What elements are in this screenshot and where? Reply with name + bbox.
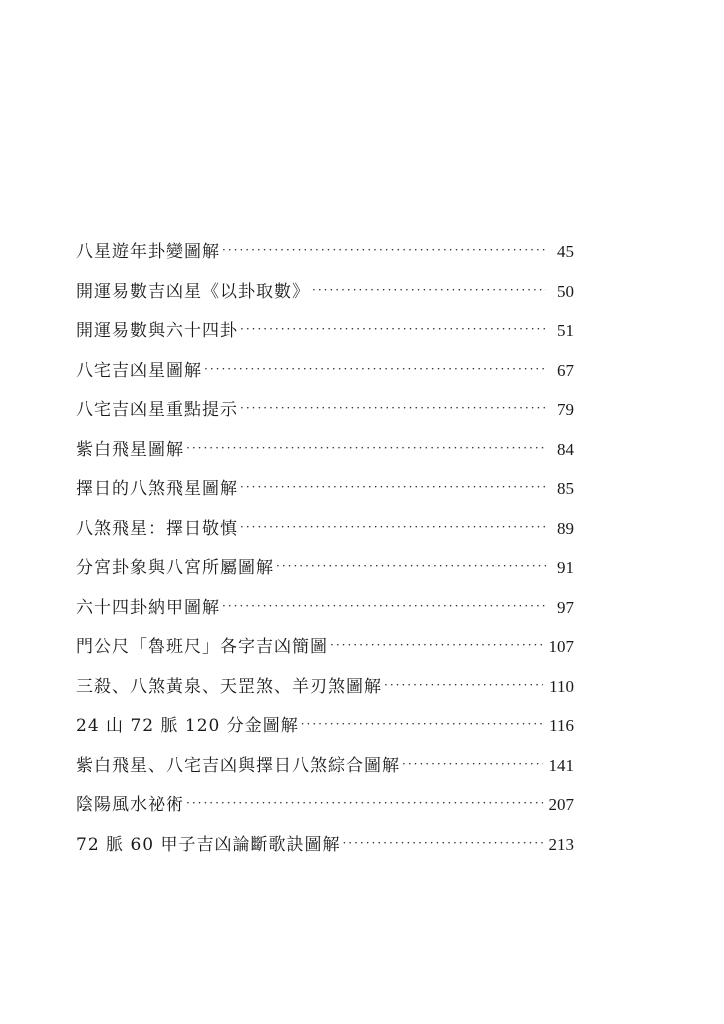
toc-page-number: 141 [548, 755, 574, 775]
table-of-contents [76, 232, 574, 864]
toc-entry-title: 開運易數吉凶星《以卦取數》 [76, 281, 310, 302]
toc-page-number: 84 [557, 439, 574, 459]
toc-dot-leader [186, 429, 546, 469]
toc-entry[interactable] [76, 311, 574, 351]
toc-entry-title: 八宅吉凶星圖解 [76, 360, 202, 381]
toc-entry[interactable] [76, 469, 574, 509]
toc-page-number: 85 [557, 479, 574, 498]
toc-page-number: 110 [549, 676, 574, 696]
toc-entry-title: 分宮卦象與八宮所屬圖解 [76, 558, 274, 578]
toc-dot-leader [342, 824, 542, 864]
toc-dot-leader [384, 666, 543, 706]
toc-dot-leader [240, 389, 546, 429]
toc-entry[interactable] [76, 588, 574, 628]
toc-entry-title: 八宅吉凶星重點提示 [76, 400, 238, 420]
toc-entry-title: 門公尺「魯班尺」各字吉凶簡圖 [76, 637, 328, 657]
toc-entry-title: 八星遊年卦變圖解 [76, 242, 220, 262]
toc-entry-title: 三殺、八煞黃泉、天罡煞、羊刃煞圖解 [76, 676, 382, 697]
toc-page-number: 207 [548, 795, 574, 814]
toc-entry-title: 紫白飛星、八宅吉凶與擇日八煞綜合圖解 [76, 755, 400, 776]
toc-entry-title: 八煞飛星：擇日敬慎 [76, 518, 238, 539]
toc-page-number: 89 [557, 518, 574, 538]
toc-entry-title: 六十四卦納甲圖解 [76, 597, 220, 618]
toc-entry[interactable] [76, 232, 574, 272]
toc-entry-title: 擇日的八煞飛星圖解 [76, 479, 238, 499]
toc-page-number: 67 [557, 360, 574, 380]
toc-page-number: 116 [549, 716, 574, 735]
toc-dot-leader [240, 468, 546, 508]
toc-entry-title: 陰陽風水祕術 [76, 795, 184, 815]
toc-dot-leader [240, 310, 546, 350]
toc-entry[interactable] [76, 627, 574, 667]
toc-dot-leader [402, 745, 543, 785]
toc-page-number: 97 [557, 597, 574, 617]
toc-entry-title: 24 山 72 脈 120 分金圖解 [76, 716, 299, 736]
toc-dot-leader [204, 350, 546, 390]
toc-entry[interactable] [76, 548, 574, 588]
toc-dot-leader [222, 231, 546, 271]
toc-entry[interactable] [76, 272, 574, 312]
toc-dot-leader [330, 626, 543, 666]
toc-page-number: 91 [557, 558, 574, 577]
toc-entry-title: 開運易數與六十四卦 [76, 321, 238, 341]
toc-page-number: 50 [557, 281, 574, 301]
toc-page-number: 45 [557, 242, 574, 261]
toc-entry[interactable] [76, 785, 574, 825]
toc-dot-leader [312, 271, 546, 311]
toc-entry[interactable] [76, 746, 574, 786]
toc-entry[interactable] [76, 351, 574, 391]
toc-entry[interactable] [76, 706, 574, 746]
toc-entry[interactable] [76, 509, 574, 549]
toc-entry-title: 紫白飛星圖解 [76, 439, 184, 460]
toc-dot-leader [276, 547, 546, 587]
toc-entry[interactable] [76, 430, 574, 470]
toc-page-number: 79 [557, 400, 574, 419]
toc-entry[interactable] [76, 667, 574, 707]
toc-page-number: 213 [548, 834, 574, 854]
toc-dot-leader [240, 508, 546, 548]
toc-dot-leader [301, 705, 543, 745]
toc-entry[interactable] [76, 390, 574, 430]
toc-page-number: 107 [548, 637, 574, 656]
toc-page-number: 51 [557, 321, 574, 340]
toc-entry-title: 72 脈 60 甲子吉凶論斷歌訣圖解 [76, 834, 341, 855]
toc-entry[interactable] [76, 825, 574, 865]
toc-dot-leader [222, 587, 546, 627]
toc-dot-leader [186, 784, 543, 824]
